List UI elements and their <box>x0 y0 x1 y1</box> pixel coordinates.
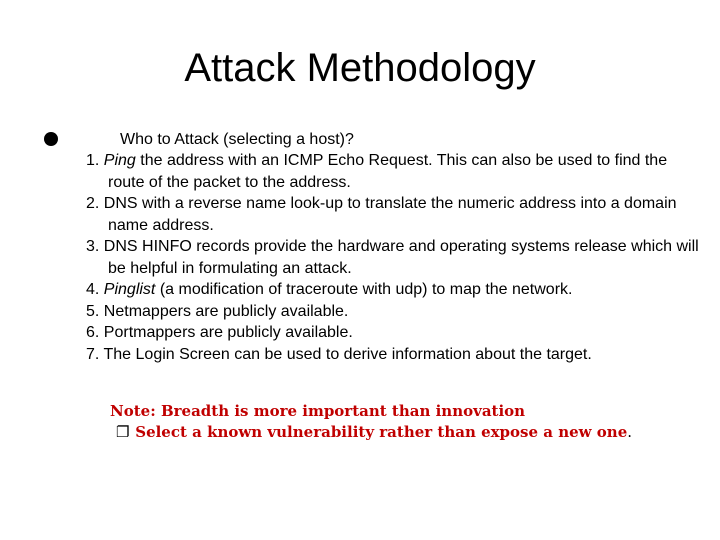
list-item <box>86 279 706 301</box>
bullet-text: Who to Attack (selecting a host)? <box>120 131 354 148</box>
list-item-text: (a modification of traceroute with udp) to map the network. <box>155 281 573 298</box>
list-item-number: 5. <box>86 302 104 320</box>
note-period: . <box>627 423 633 441</box>
list-item-number: 1. <box>86 152 104 169</box>
checkbox-square-icon: ❐ <box>116 423 130 441</box>
list-item-number: 7. <box>86 345 104 363</box>
bullet-dot-icon <box>44 132 58 146</box>
list-item-text: DNS with a reverse name look-up to translate the numeric address into a domain name address. <box>103 195 677 234</box>
list-item-text: DNS HINFO records provide the hardware and operating systems release which will be helpful in formulating an attack. <box>103 238 699 277</box>
numbered-list <box>86 150 706 365</box>
list-item <box>86 322 706 344</box>
list-item <box>86 301 706 323</box>
list-item-number: 4. <box>86 281 104 298</box>
slide-title: Attack Methodology <box>184 46 536 90</box>
list-item-text: Portmappers are publicly available. <box>103 324 353 341</box>
list-item-text: the address with an ICMP Echo Request. This can also be used to find the route of the packet to the address. <box>108 152 668 191</box>
list-item <box>86 236 706 279</box>
list-item <box>86 193 706 236</box>
list-item-number: 6. <box>86 324 104 341</box>
list-item-number: 3. <box>86 238 104 255</box>
list-item-text: Netmappers are publicly available. <box>103 302 349 320</box>
note-line: Note: Breadth is more important than innovation <box>110 402 526 420</box>
list-item-text: Ping <box>103 152 136 169</box>
list-item-text: Pinglist <box>103 281 156 298</box>
note-subpoint <box>116 422 710 443</box>
list-item-number: 2. <box>86 195 104 212</box>
list-item-text: The Login Screen can be used to derive information about the target. <box>103 345 592 363</box>
note-subpoint-text: Select a known vulnerability rather than expose a new one <box>135 423 628 441</box>
list-item <box>86 344 706 366</box>
note-block <box>110 401 710 443</box>
list-item <box>86 150 706 193</box>
